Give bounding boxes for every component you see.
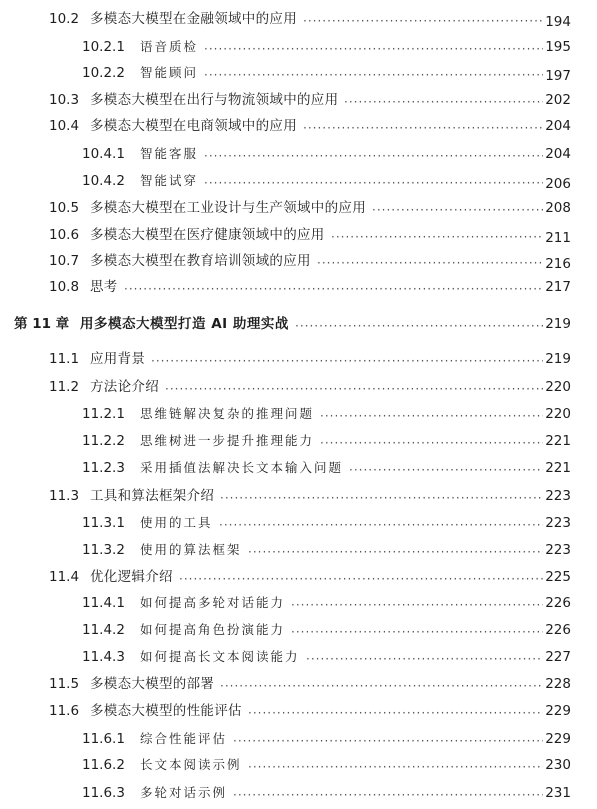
toc-leader-dots <box>248 754 543 776</box>
toc-row[interactable] <box>0 8 597 30</box>
toc-row[interactable] <box>0 619 597 641</box>
toc-section-number: 10.8 <box>49 279 80 295</box>
toc-leader-dots <box>248 700 543 722</box>
toc-row[interactable] <box>0 376 597 398</box>
toc-section-title: 智能顾问 <box>140 65 199 80</box>
toc-page-number: 226 <box>545 622 571 638</box>
toc-row[interactable] <box>0 754 597 776</box>
toc-leader-dots <box>320 430 543 452</box>
toc-page-number: 221 <box>545 460 571 476</box>
toc-row[interactable] <box>0 566 597 588</box>
toc-section-number: 10.6 <box>49 227 80 243</box>
toc-page-number: 204 <box>545 118 571 134</box>
toc-leader-dots <box>295 313 543 335</box>
toc-leader-dots <box>291 592 543 614</box>
toc-row[interactable] <box>0 700 597 722</box>
toc-section-title: 长文本阅读示例 <box>140 757 242 772</box>
toc-page-number: 230 <box>545 757 571 773</box>
toc-section-number: 11.4.2 <box>82 622 125 638</box>
toc-row[interactable] <box>0 62 597 84</box>
toc-leader-dots <box>220 673 543 695</box>
toc-section-title: 使用的工具 <box>140 515 213 530</box>
toc-leader-dots <box>151 348 543 370</box>
toc-row[interactable] <box>0 143 597 165</box>
toc-section-number: 11.4 <box>49 569 80 585</box>
toc-section-title: 优化逻辑介绍 <box>90 569 173 585</box>
toc-section-title: 多模态大模型的性能评估 <box>90 703 242 719</box>
toc-page-number: 219 <box>545 316 571 332</box>
toc-row[interactable] <box>0 782 597 804</box>
toc-section-number: 11.3.1 <box>82 515 125 531</box>
toc-page-number: 227 <box>545 649 571 665</box>
toc-page-number: 231 <box>545 785 571 801</box>
toc-page-number: 221 <box>545 433 571 449</box>
toc-section-number: 10.4 <box>49 118 80 134</box>
toc-leader-dots <box>124 276 543 298</box>
toc-section-number: 11.2.1 <box>82 406 125 422</box>
toc-row[interactable] <box>0 36 597 58</box>
toc-section-number: 11.3 <box>49 488 80 504</box>
toc-section-number: 11.1 <box>49 351 80 367</box>
toc-row[interactable] <box>0 250 597 272</box>
toc-page-number: 229 <box>545 703 571 719</box>
toc-section-number: 11.2 <box>49 379 80 395</box>
toc-section-title: 多模态大模型在医疗健康领域中的应用 <box>90 227 325 243</box>
toc-leader-dots <box>303 115 543 137</box>
toc-section-title: 多模态大模型的部署 <box>90 676 215 692</box>
toc-page-number: 220 <box>545 379 571 395</box>
toc-section-number: 11.4.3 <box>82 649 125 665</box>
toc-page-number: 220 <box>545 406 571 422</box>
toc-section-title: 综合性能评估 <box>140 731 228 746</box>
toc-row[interactable] <box>0 539 597 561</box>
toc-section-title: 如何提高角色扮演能力 <box>140 622 286 637</box>
toc-page-number: 223 <box>545 515 571 531</box>
toc-row[interactable] <box>0 673 597 695</box>
toc-page-number: 197 <box>545 68 571 84</box>
toc-row[interactable] <box>0 512 597 534</box>
toc-section-title: 语音质检 <box>140 39 199 54</box>
toc-section-title: 多模态大模型在出行与物流领域中的应用 <box>90 92 339 108</box>
toc-row[interactable] <box>0 115 597 137</box>
toc-page-number: 195 <box>545 39 571 55</box>
toc-row[interactable] <box>0 89 597 111</box>
toc-leader-dots <box>233 728 543 750</box>
toc-section-title: 思维链解决复杂的推理问题 <box>140 406 315 421</box>
toc-section-number: 11.6 <box>49 703 80 719</box>
toc-section-number: 11.6.3 <box>82 785 125 801</box>
toc-leader-dots <box>179 566 543 588</box>
toc-section-number: 10.2.1 <box>82 39 125 55</box>
toc-page-number: 226 <box>545 595 571 611</box>
toc-leader-dots <box>233 782 543 804</box>
toc-section-number: 10.4.1 <box>82 146 125 162</box>
toc-leader-dots <box>219 512 543 534</box>
toc-row[interactable] <box>0 646 597 668</box>
toc-page-number: 206 <box>545 176 571 192</box>
toc-section-number: 11.2.3 <box>82 460 125 476</box>
toc-section-title: 多轮对话示例 <box>140 785 228 800</box>
toc-leader-dots <box>204 170 543 192</box>
toc-leader-dots <box>349 457 543 479</box>
toc-leader-dots <box>372 197 543 219</box>
toc-section-number: 10.3 <box>49 92 80 108</box>
toc-section-number: 10.4.2 <box>82 173 125 189</box>
toc-section-title: 工具和算法框架介绍 <box>90 488 215 504</box>
toc-section-title: 多模态大模型在电商领域中的应用 <box>90 118 297 134</box>
toc-section-title: 多模态大模型在工业设计与生产领域中的应用 <box>90 200 366 216</box>
toc-section-number: 11.6.2 <box>82 757 125 773</box>
toc-leader-dots <box>204 36 543 58</box>
toc-row[interactable] <box>0 170 597 192</box>
toc-row[interactable] <box>0 348 597 370</box>
toc-page-number: 228 <box>545 676 571 692</box>
toc-page-number: 202 <box>545 92 571 108</box>
toc-row[interactable] <box>0 485 597 507</box>
toc-section-number: 11.6.1 <box>82 731 125 747</box>
toc-section-title: 采用插值法解决长文本输入问题 <box>140 460 344 475</box>
toc-page-number: 208 <box>545 200 571 216</box>
toc-row[interactable] <box>0 403 597 425</box>
toc-page-number: 217 <box>545 279 571 295</box>
toc-row[interactable] <box>0 457 597 479</box>
toc-leader-dots <box>303 8 543 30</box>
toc-leader-dots <box>204 62 543 84</box>
toc-section-title: 思维树进一步提升推理能力 <box>140 433 315 448</box>
toc-page-number: 194 <box>545 14 571 30</box>
toc-leader-dots <box>204 143 543 165</box>
toc-row[interactable] <box>0 197 597 219</box>
toc-page-number: 216 <box>545 256 571 272</box>
toc-leader-dots <box>317 250 543 272</box>
toc-page-number: 229 <box>545 731 571 747</box>
toc-leader-dots <box>306 646 543 668</box>
toc-section-number: 11.5 <box>49 676 80 692</box>
toc-section-number: 10.5 <box>49 200 80 216</box>
toc-section-title: 如何提高长文本阅读能力 <box>140 649 300 664</box>
toc-page-number: 219 <box>545 351 571 367</box>
toc-section-number: 11.4.1 <box>82 595 125 611</box>
toc-section-title: 如何提高多轮对话能力 <box>140 595 286 610</box>
toc-page-number: 211 <box>545 230 571 246</box>
toc-leader-dots <box>344 89 543 111</box>
toc-leader-dots <box>331 224 543 246</box>
toc-row[interactable] <box>0 430 597 452</box>
toc-section-number: 10.2 <box>49 11 80 27</box>
toc-row[interactable] <box>0 592 597 614</box>
toc-row[interactable] <box>0 224 597 246</box>
toc-row[interactable] <box>0 728 597 750</box>
toc-section-title: 智能试穿 <box>140 173 199 188</box>
toc-section-number: 10.2.2 <box>82 65 125 81</box>
toc-section-number: 10.7 <box>49 253 80 269</box>
toc-section-title: 思考 <box>90 279 118 295</box>
toc-leader-dots <box>248 539 543 561</box>
toc-leader-dots <box>320 403 543 425</box>
toc-chapter-row[interactable] <box>0 313 597 335</box>
toc-page-number: 223 <box>545 488 571 504</box>
toc-section-number: 第 11 章 <box>14 316 70 332</box>
toc-section-title: 多模态大模型在教育培训领域的应用 <box>90 253 311 269</box>
toc-section-title: 智能客服 <box>140 146 199 161</box>
toc-page-number: 225 <box>545 569 571 585</box>
toc-section-title: 用多模态大模型打造 AI 助理实战 <box>80 316 289 332</box>
toc-section-number: 11.3.2 <box>82 542 125 558</box>
toc-leader-dots <box>291 619 543 641</box>
toc-section-title: 方法论介绍 <box>90 379 159 395</box>
toc-leader-dots <box>165 376 543 398</box>
toc-section-number: 11.2.2 <box>82 433 125 449</box>
toc-page-number: 204 <box>545 146 571 162</box>
toc-page-number: 223 <box>545 542 571 558</box>
toc-leader-dots <box>220 485 543 507</box>
toc-row[interactable] <box>0 276 597 298</box>
toc-section-title: 使用的算法框架 <box>140 542 242 557</box>
toc-section-title: 多模态大模型在金融领域中的应用 <box>90 11 297 27</box>
toc-section-title: 应用背景 <box>90 351 146 367</box>
